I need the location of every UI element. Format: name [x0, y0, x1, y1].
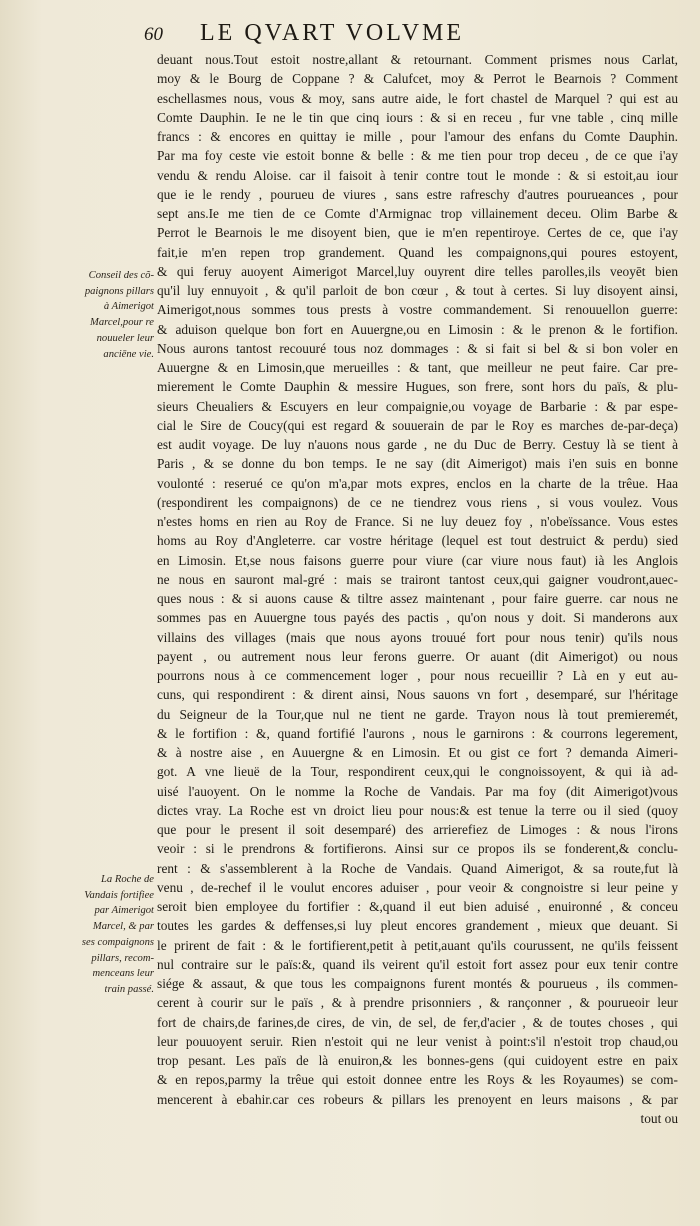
- text-line: moy & le Bourg de Coppane ? & Calufcet, moy & Perrot le Bearnois ? Comment: [157, 71, 678, 87]
- text-line: dictes vray. La Roche est vn droict lieu pour nous:& est tenue la terre ou il sied (quoy: [157, 802, 678, 818]
- margin-note-line: paignons pillars: [84, 285, 154, 297]
- text-line: cerent à courir sur le païs , & à prendre prisonniers , & rançonner , & pourueoir leur: [157, 995, 678, 1011]
- margin-note-line: Marcel, & par: [92, 921, 154, 933]
- text-line: got. A vne lieuë de la Tour, respondirent ceux,qui le congnoissoyent, & qui ià ad-: [157, 764, 678, 780]
- text-line: Perrot le Bearnois le me disoyent bien, que ie m'en repentiroye. Certes de ce, que i'ay: [157, 225, 678, 241]
- text-line: du Seigneur de la Tour,que nul ne tient ne garde. Trayon nous là tout premieremét,: [157, 706, 678, 722]
- text-line: & en repos,parmy la trêue qui estoit donnee entre les Roys & les Royaumes) se com-: [157, 1072, 678, 1088]
- text-line: Auuergne & en Limosin,que merueilles : & tant, que meilleur ne peut faire. Car pre-: [157, 360, 678, 375]
- text-line: veoir : si le prendrons & fortifierons. Ainsi sur ce propos ils se fonderent,& conclu-: [157, 841, 678, 857]
- text-line: cial le Sire de Coucy(qui est regard & souuerain de par le Roy es marches de-par-deça): [157, 417, 678, 433]
- text-line: trop pesant. Les païs de là enuiron,& les bonnes-gens (qui cuidoyent estre en paix: [157, 1053, 678, 1068]
- text-line: venu , de-rechef il le voulut encores aduiser , pour veoir & congnoistre si leur peine y: [157, 879, 678, 895]
- text-line: toutes les gardes & deffenses,si luy pleut encores grandement , mieux que deuant. Si: [157, 918, 678, 934]
- text-line: mierement le Comte Dauphin & messire Hugues, son frere, sont hors du païs, & plu-: [157, 379, 678, 395]
- text-line: eschellasmes nous, vous & moy, sans autre aide, le fort chastel de Marquel ? qui est au: [157, 90, 678, 106]
- text-line: fort de chairs,de farines,de cires, de vin, de sel, de fer,d'acier , & de toutes choses , qui: [157, 1014, 678, 1030]
- text-line: (respondirent les compaignons) de ce ne tiendrez vous riens , si vous voulez. Vous: [157, 494, 678, 510]
- text-line: mencerent à ebahir.car ces robeurs & pillars les prenoyent en leurs maisons , & par: [157, 1091, 678, 1107]
- running-title: LE QVART VOLVME: [200, 20, 465, 46]
- text-line: Comte Dauphin. Ie ne le tin que cinq iours : & si en receu , fur vne table , cinq mille: [157, 109, 678, 125]
- margin-note-line: train passé.: [104, 983, 154, 995]
- margin-note-line: Marcel,pour re: [90, 317, 154, 329]
- margin-note-line: par Aimerigot: [94, 905, 154, 917]
- text-line: & qui feruy auoyent Aimerigot Marcel,luy ouyrent dire telles parolles,ils veoyēt bien: [157, 263, 678, 279]
- text-line: tout ou: [640, 1110, 678, 1126]
- text-line: & à nostre aise , en Auuergne & en Limosin. Et ou gist ce fort ? demanda Aimeri-: [157, 745, 678, 760]
- text-line: vendu & rendu Aloise. car il faisoit à tenir contre tout le monde : & si estoit,au iour: [157, 167, 678, 183]
- margin-note-line: pillars, recom-: [91, 952, 154, 964]
- text-line: francs : & encores en quittay ie mille , pour l'amour des enfans du Comte Dauphin.: [157, 129, 678, 144]
- text-line: que pour le present il soit desemparé) des arrierefiez de Limoges : & nous l'irons: [157, 822, 678, 837]
- text-line: n'estes homs en rien au Roy de France. Si ne luy deuez foy , n'obeïssance. Vous estes: [157, 514, 678, 529]
- text-line: villains des villages (mais que nous ayons trouué fort pour nous tenir) qu'ils nous: [157, 629, 678, 645]
- text-line: & aduison quelque bon fort en Auuergne,ou en Limosin : & le prenon & le fortifion.: [157, 321, 678, 337]
- margin-note-line: anciēne vie.: [103, 348, 154, 360]
- page-number: 60: [144, 24, 163, 45]
- margin-note-line: ses compaignons: [81, 936, 154, 948]
- page-header: [0, 20, 700, 54]
- text-line: seroit bien employee du fortifier : &,quand il eut bien aduisé , enuironné , & conceu: [157, 899, 678, 914]
- text-line: siége & assaut, & que tous les compaignons furent montés & pourueus , ils commen-: [157, 976, 678, 991]
- text-line: sieurs Cheualiers & Escuyers en leur compaignie,ou voyage de Barbarie : & par espe-: [157, 398, 678, 414]
- text-line: Nous aurons tantost recouuré tous noz dommages : & si fait si bel & si bon voler en: [157, 340, 678, 356]
- text-line: payent , ou autrement nous leur ferons guerre. Or auant (dit Aimerigot) ou nous: [157, 648, 678, 664]
- text-line: & le fortifion : &, quand fortifié l'aurons , nous le garnirons : & courrons legerement,: [157, 725, 678, 741]
- text-line: fait,ie m'en repen trop grandement. Quand les compaignons,qui poures estoyent,: [157, 244, 678, 260]
- text-line: pourrons nous à ce commencement loger , pour nous recueillir ? Là en y eut au-: [157, 668, 678, 683]
- text-line: voulonté : reserué ce qu'on m'a,par mots expres, enclos en la charte de la trêue. Haa: [157, 475, 678, 491]
- margin-note-roche: [80, 872, 154, 998]
- margin-note-conseil: [80, 268, 154, 362]
- text-line: en Limosin. Et,se nous faisons guerre pour viure (car viure nous faut) ià les Anglois: [157, 552, 678, 568]
- text-line: leur pouuoyent seruir. Rien n'estoit qui ne leur venist à point:s'il n'estoit trop chaud,ou: [157, 1033, 678, 1049]
- text-line: rent : & s'assemblerent à la Roche de Vandais. Quand Aimerigot, & sa route,fut là: [157, 860, 678, 876]
- text-line: qu'il luy ennuyoit , & qu'il parloit de bon cœur , & tout à certes. Si luy disoyent ainsi,: [157, 283, 678, 298]
- text-line: sommes pas en Auuergne tous payés des pactis , qu'on nous y doit. Si manderons aux: [157, 610, 678, 626]
- main-text-block: [157, 50, 678, 1128]
- margin-note-line: nouueler leur: [96, 332, 154, 344]
- margin-note-line: à Aimerigot: [103, 301, 154, 313]
- text-line: que ie le rendy , pourueu de viures , sans estre rafreschy d'autres pourueances , pour: [157, 186, 678, 202]
- margin-note-line: Vandais fortifiee: [84, 889, 154, 901]
- margin-note-line: menceans leur: [92, 968, 154, 980]
- text-line: cuns, qui respondirent : & dirent ainsi, Nous sauons vn fort , desemparé, sur l'héritage: [157, 687, 678, 703]
- text-line: nul contraire sur le païs:&, quand ils veirent qu'il estoit fort assez pour eux tenir contre: [157, 956, 678, 972]
- text-line: Par ma foy ceste vie estoit bonne & belle : & me tien pour trop deceu , de ce que i'ay: [157, 148, 678, 164]
- text-line: est audit voyage. De luy n'auons nous garde , ne du Duc de Berry. Cestuy là se tient à: [157, 437, 678, 452]
- margin-note-line: La Roche de: [101, 874, 154, 885]
- margin-note-line: Conseil des cõ-: [88, 270, 154, 281]
- text-line: ne nous en sauront mal-gré : mais se trairont tantost ceux,qui gaigner voudront,auec-: [157, 571, 678, 587]
- text-line: uisé l'auoyent. On le nomme la Roche de Vandais. Par ma foy (dit Aimerigot)vous: [157, 783, 678, 799]
- text-line: Paris , & se donne du bon temps. Ie ne say (dit Aimerigot) mais i'en suis en bonne: [157, 456, 678, 472]
- text-line: homs au Roy d'Angleterre. car vostre héritage (lequel est tout destruict & perdu) sied: [157, 533, 678, 549]
- text-line: Aimerigot,nous sommes tous prests à vostre commandement. Si renouuellon guerre:: [157, 302, 678, 318]
- text-line: deuant nous.Tout estoit nostre,allant & retournant. Comment prismes nous Carlat,: [157, 52, 678, 67]
- text-line: ques nous : & si auons cause & tiltre assez maintenant , pour faire guerre. car nous ne: [157, 591, 678, 606]
- text-line: le prirent de fait : & le fortifierent,petit à petit,auant qu'ils courussent, ne qu'ils feissent: [157, 937, 678, 953]
- text-line: sept ans.Ie me tien de ce Comte d'Armignac trop villainement deceu. Olim Barbe &: [157, 206, 678, 221]
